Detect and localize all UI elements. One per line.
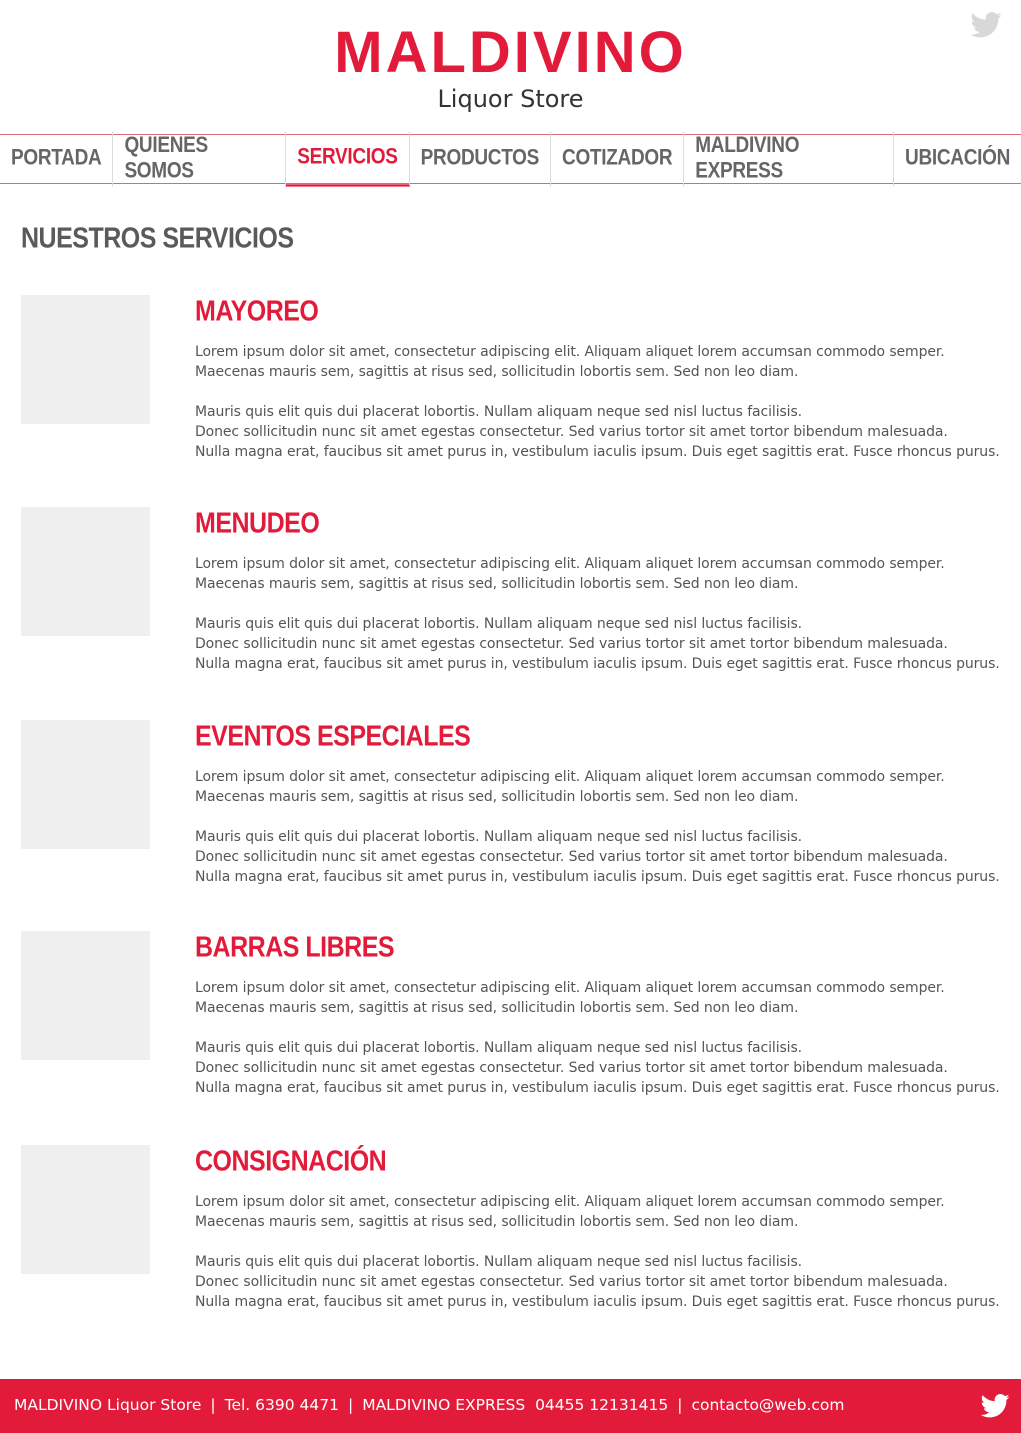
service-paragraph [195,1192,1010,1232]
service-title: CONSIGNACIÓN [195,1145,387,1178]
service-image-placeholder [21,295,150,424]
page-title: NUESTROS SERVICIOS [21,222,294,255]
service-image-placeholder [21,931,150,1060]
text-line: Maecenas mauris sem, sagittis at risus sed, sollicitudin lobortis sem. Sed non leo diam. [195,364,799,380]
service-paragraph [195,1252,1010,1312]
service-paragraph [195,827,1010,887]
text-line: Mauris quis elit quis dui placerat lobortis. Nullam aliquam neque sed nisl luctus facilisis. [195,1040,803,1056]
text-line: Lorem ipsum dolor sit amet, consectetur adipiscing elit. Aliquam aliquet lorem accumsan commodo semper. [195,769,945,785]
nav-item-ubicacion[interactable]: UBICACIÓN [905,146,1010,171]
nav-item-quienes-somos[interactable]: QUIENES SOMOS [113,131,286,186]
twitter-icon[interactable] [980,1394,1010,1418]
nav-item-portada[interactable]: PORTADA [0,131,113,186]
text-line: Donec sollicitudin nunc sit amet egestas consectetur. Sed varius tortor sit amet tortor bibendum malesuada. [195,424,948,440]
text-line: Maecenas mauris sem, sagittis at risus sed, sollicitudin lobortis sem. Sed non leo diam. [195,789,799,805]
brand-logo[interactable]: MALDIVINO [334,20,687,85]
service-paragraph [195,342,1010,382]
service-image-placeholder [21,720,150,849]
footer-email-link[interactable]: contacto@web.com [691,1396,845,1414]
service-eventos-especiales [0,720,1021,910]
service-barras-libres [0,931,1021,1121]
service-image-placeholder [21,507,150,636]
brand-subtitle: Liquor Store [437,85,584,113]
service-consignacion [0,1145,1021,1335]
service-paragraph [195,554,1010,594]
text-line: Maecenas mauris sem, sagittis at risus sed, sollicitudin lobortis sem. Sed non leo diam. [195,1214,799,1230]
nav-item-productos[interactable]: PRODUCTOS [410,131,551,186]
text-line: Nulla magna erat, faucibus sit amet purus in, vestibulum iaculis ipsum. Duis eget sagittis erat. Fusce rhoncus purus. [195,656,1000,672]
text-line: Lorem ipsum dolor sit amet, consectetur adipiscing elit. Aliquam aliquet lorem accumsan commodo semper. [195,980,945,996]
site-header [0,0,1021,135]
footer-phone[interactable]: Tel. 6390 4471 [224,1396,339,1414]
text-line: Donec sollicitudin nunc sit amet egestas consectetur. Sed varius tortor sit amet tortor bibendum malesuada. [195,849,948,865]
service-title: EVENTOS ESPECIALES [195,720,471,753]
text-line: Lorem ipsum dolor sit amet, consectetur adipiscing elit. Aliquam aliquet lorem accumsan commodo semper. [195,556,945,572]
text-line: Lorem ipsum dolor sit amet, consectetur adipiscing elit. Aliquam aliquet lorem accumsan commodo semper. [195,344,945,360]
text-line: Donec sollicitudin nunc sit amet egestas consectetur. Sed varius tortor sit amet tortor bibendum malesuada. [195,1274,948,1290]
main-nav [0,134,1021,184]
service-paragraph [195,402,1010,462]
footer-separator: | [210,1396,216,1414]
service-title: BARRAS LIBRES [195,931,395,964]
text-line: Nulla magna erat, faucibus sit amet purus in, vestibulum iaculis ipsum. Duis eget sagittis erat. Fusce rhoncus purus. [195,869,1000,885]
twitter-icon[interactable] [970,12,1002,38]
footer-express[interactable]: MALDIVINO EXPRESS 04455 12131415 [362,1396,669,1414]
site-footer [0,1379,1021,1433]
nav-item-servicios[interactable]: SERVICIOS [286,131,409,186]
text-line: Donec sollicitudin nunc sit amet egestas consectetur. Sed varius tortor sit amet tortor bibendum malesuada. [195,1060,948,1076]
service-paragraph [195,614,1010,674]
text-line: Maecenas mauris sem, sagittis at risus sed, sollicitudin lobortis sem. Sed non leo diam. [195,1000,799,1016]
service-paragraph [195,767,1010,807]
service-mayoreo [0,295,1021,485]
text-line: Nulla magna erat, faucibus sit amet purus in, vestibulum iaculis ipsum. Duis eget sagittis erat. Fusce rhoncus purus. [195,1080,1000,1096]
footer-separator: | [677,1396,683,1414]
nav-item-cotizador[interactable]: COTIZADOR [551,131,684,186]
text-line: Nulla magna erat, faucibus sit amet purus in, vestibulum iaculis ipsum. Duis eget sagittis erat. Fusce rhoncus purus. [195,1294,1000,1310]
service-title: MAYOREO [195,295,319,328]
text-line: Lorem ipsum dolor sit amet, consectetur adipiscing elit. Aliquam aliquet lorem accumsan commodo semper. [195,1194,945,1210]
service-image-placeholder [21,1145,150,1274]
footer-contact-line [14,1396,845,1414]
service-paragraph [195,978,1010,1018]
text-line: Mauris quis elit quis dui placerat lobortis. Nullam aliquam neque sed nisl luctus facilisis. [195,404,803,420]
service-paragraph [195,1038,1010,1098]
nav-item-maldivino-express[interactable]: MALDIVINO EXPRESS [684,131,894,186]
footer-brand: MALDIVINO Liquor Store [14,1396,202,1414]
text-line: Mauris quis elit quis dui placerat lobortis. Nullam aliquam neque sed nisl luctus facilisis. [195,1254,803,1270]
text-line: Maecenas mauris sem, sagittis at risus sed, sollicitudin lobortis sem. Sed non leo diam. [195,576,799,592]
text-line: Mauris quis elit quis dui placerat lobortis. Nullam aliquam neque sed nisl luctus facilisis. [195,829,803,845]
service-title: MENUDEO [195,507,320,540]
text-line: Donec sollicitudin nunc sit amet egestas consectetur. Sed varius tortor sit amet tortor bibendum malesuada. [195,636,948,652]
footer-separator: | [347,1396,354,1414]
text-line: Mauris quis elit quis dui placerat lobortis. Nullam aliquam neque sed nisl luctus facilisis. [195,616,803,632]
service-menudeo [0,507,1021,697]
text-line: Nulla magna erat, faucibus sit amet purus in, vestibulum iaculis ipsum. Duis eget sagittis erat. Fusce rhoncus purus. [195,444,1000,460]
